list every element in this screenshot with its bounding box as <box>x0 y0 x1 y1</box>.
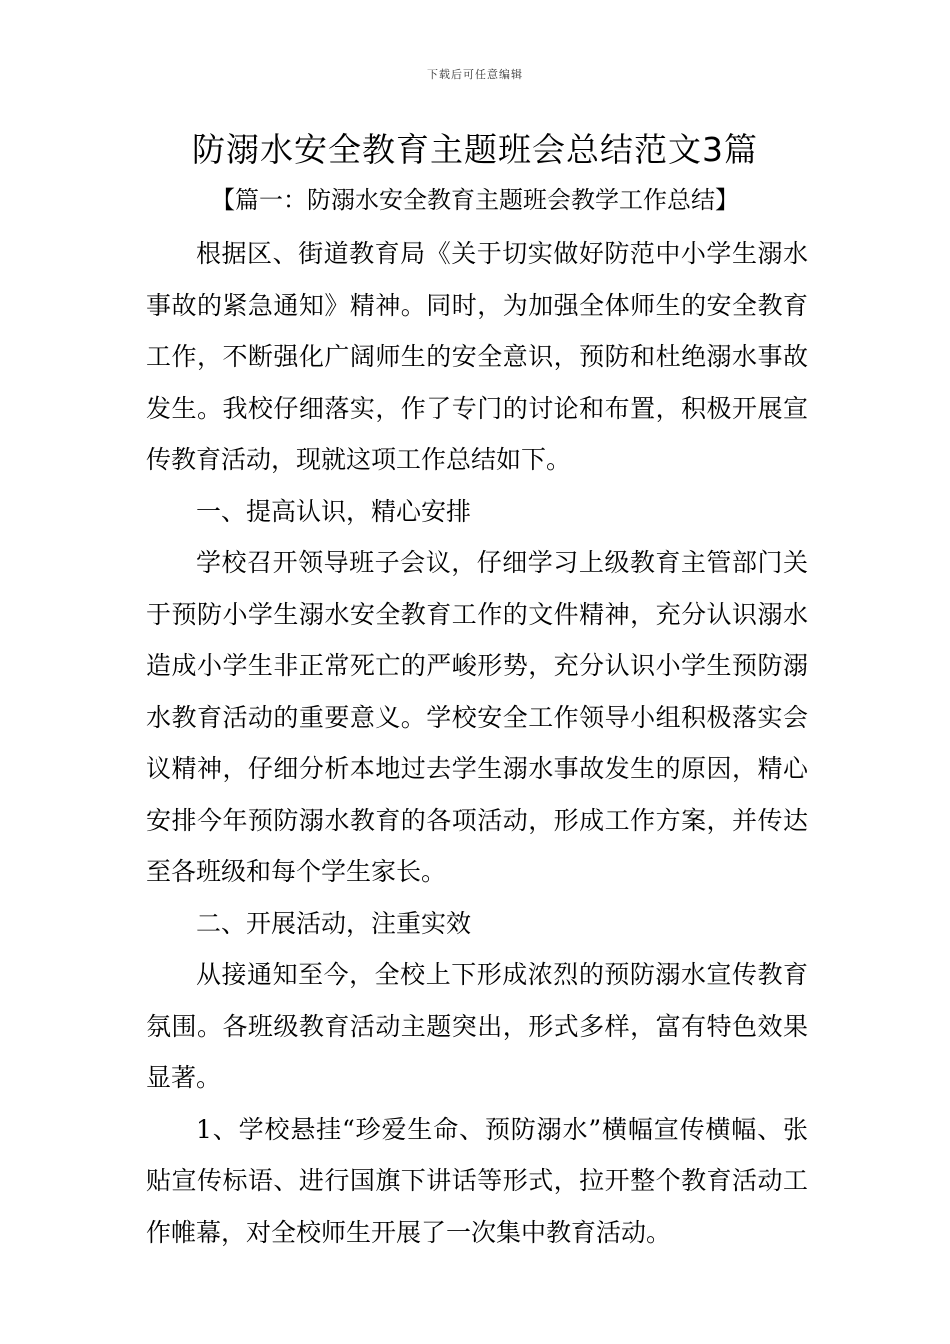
header-note: 下载后可任意编辑 <box>427 68 523 81</box>
document-title: 防溺水安全教育主题班会总结范文3篇 <box>192 130 758 169</box>
paragraph-item-1: 1、学校悬挂“珍爱生命、预防溺水”横幅宣传横幅、张贴宣传标语、进行国旗下讲话等形式，拉开整个教育活动工作帷幕，对全校师生开展了一次集中教育活动。 <box>146 1114 808 1247</box>
paragraph-intro: 根据区、街道教育局《关于切实做好防范中小学生溺水事故的紧急通知》精神。同时，为加强全体师生的安全教育工作，不断强化广阔师生的安全意识，预防和杜绝溺水事故发生。我校仔细落实，作了专门的讨论和布置，积极开展宣传教育活动，现就这项工作总结如下。 <box>146 239 808 474</box>
section-heading-2: 二、开展活动，注重实效 <box>196 908 472 938</box>
section-subtitle: 【篇一：防溺水安全教育主题班会教学工作总结】 <box>211 186 739 214</box>
paragraph-section-1: 学校召开领导班子会议，仔细学习上级教育主管部门关于预防小学生溺水安全教育工作的文件精神，充分认识溺水造成小学生非正常死亡的严峻形势，充分认识小学生预防溺水教育活动的重要意义。学校安全工作领导小组积极落实会议精神，仔细分析本地过去学生溺水事故发生的原因，精心安排今年预防溺水教育的各项活动，形成工作方案，并传达至各班级和每个学生家长。 <box>146 548 808 886</box>
paragraph-section-2: 从接通知至今，全校上下形成浓烈的预防溺水宣传教育氛围。各班级教育活动主题突出，形式多样，富有特色效果显著。 <box>146 960 808 1092</box>
document-body <box>146 228 808 1258</box>
section-heading-1: 一、提高认识，精心安排 <box>196 496 472 526</box>
